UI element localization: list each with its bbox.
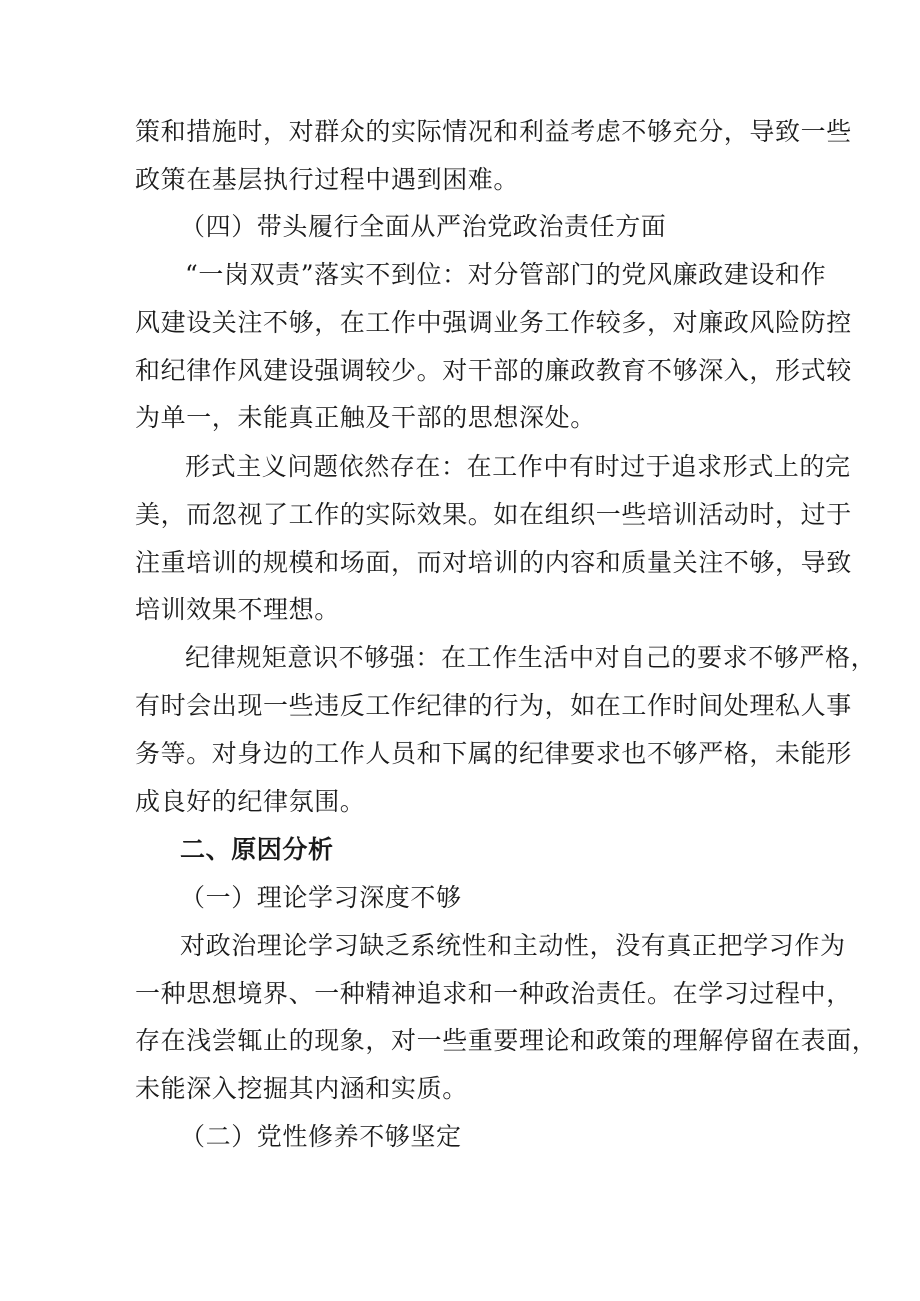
section-heading-4: （四）带头履行全面从严治党政治责任方面	[180, 212, 667, 241]
text-line-5: 风建设关注不够，在工作中强调业务工作较多，对廉政风险防控	[135, 308, 852, 337]
text-line-10: 注重培训的规模和场面，而对培训的内容和质量关注不够，导致	[135, 548, 852, 577]
text-line-12: 纪律规矩意识不够强：在工作生活中对自己的要求不够严格，	[185, 643, 877, 672]
text-line-14: 务等。对身边的工作人员和下属的纪律要求也不够严格，未能形	[135, 739, 852, 768]
text-line-7: 为单一，未能真正触及干部的思想深处。	[135, 403, 596, 432]
text-line-19: 一种思想境界、一种精神追求和一种政治责任。在学习过程中，	[135, 979, 852, 1008]
text-line-15: 成良好的纪律氛围。	[135, 787, 366, 816]
text-line-2: 政策在基层执行过程中遇到困难。	[135, 165, 520, 194]
text-line-18: 对政治理论学习缺乏系统性和主动性，没有真正把学习作为	[180, 931, 846, 960]
text-line-4: “一岗双责”落实不到位：对分管部门的党风廉政建设和作	[185, 260, 827, 289]
text-line-1: 策和措施时，对群众的实际情况和利益考虑不够充分，导致一些	[135, 117, 852, 146]
text-line-9: 美，而忽视了工作的实际效果。如在组织一些培训活动时，过于	[135, 500, 852, 529]
text-line-13: 有时会出现一些违反工作纪律的行为，如在工作时间处理私人事	[135, 691, 852, 720]
section-heading-1: （一）理论学习深度不够	[180, 883, 462, 912]
text-line-6: 和纪律作风建设强调较少。对干部的廉政教育不够深入，形式较	[135, 356, 852, 385]
text-line-21: 未能深入挖掘其内涵和实质。	[135, 1074, 468, 1103]
section-heading-2: （二）党性修养不够坚定	[180, 1122, 462, 1151]
text-line-20: 存在浅尝辄止的现象，对一些重要理论和政策的理解停留在表面，	[135, 1026, 878, 1055]
text-line-11: 培训效果不理想。	[135, 595, 340, 624]
section-heading-reasons: 二、原因分析	[180, 835, 334, 864]
text-line-8: 形式主义问题依然存在：在工作中有时过于追求形式上的完	[185, 452, 851, 481]
